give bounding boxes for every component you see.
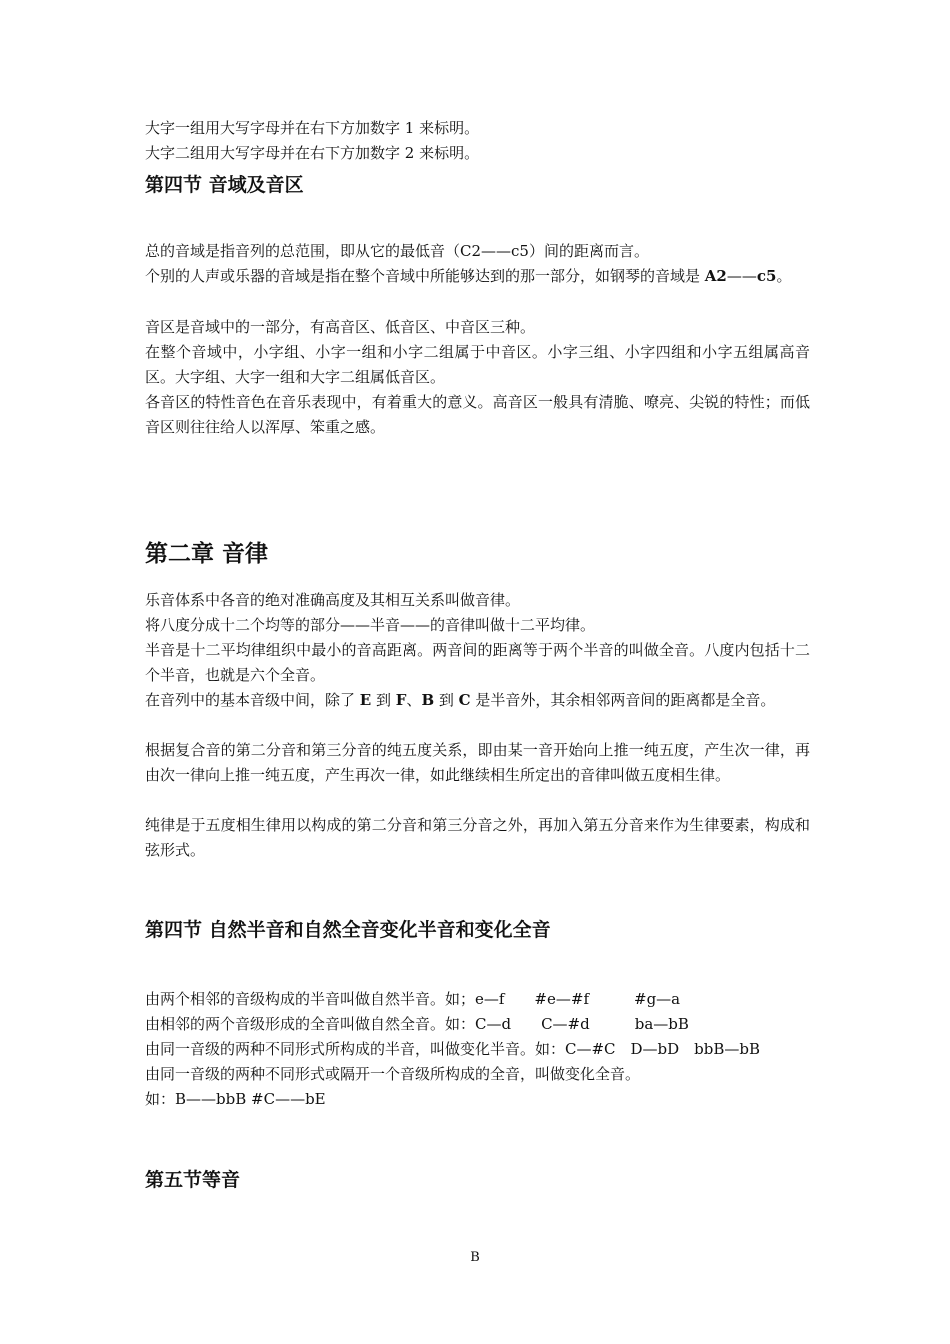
paragraph: 由同一音级的两种不同形式所构成的半音，叫做变化半音。如：C—#C D—bD bbB—bB <box>145 1040 761 1058</box>
paragraph: 将八度分成十二个均等的部分——半音——的音律叫做十二平均律。 <box>145 616 596 634</box>
page-number: B <box>470 1250 480 1265</box>
section-heading: 第四节 音域及音区 <box>145 174 304 196</box>
paragraph: 音区是音域中的一部分，有高音区、低音区、中音区三种。 <box>145 318 536 336</box>
paragraph <box>145 264 810 289</box>
text-run-bold: B <box>421 691 435 709</box>
paragraph: 由相邻的两个音级形成的全音叫做自然全音。如：C—d C—#d ba—bB <box>145 1015 689 1033</box>
text-run: 到 <box>371 691 396 709</box>
section-heading: 第五节等音 <box>145 1169 241 1191</box>
paragraph: 根据复合音的第二分音和第三分音的纯五度关系，即由某一音开始向上推一纯五度，产生次一律，再由次一律向上推一纯五度，产生再次一律，如此继续相生所定出的音律叫做五度相生律。 <box>145 741 810 784</box>
text-run: 、 <box>406 691 422 709</box>
paragraph: 总的音域是指音列的总范围，即从它的最低音（C2——c5）间的距离而言。 <box>145 242 649 260</box>
paragraph: 由同一音级的两种不同形式或隔开一个音级所构成的全音，叫做变化全音。 <box>145 1065 641 1083</box>
paragraph: 乐音体系中各音的绝对准确高度及其相互关系叫做音律。 <box>145 591 521 609</box>
text-run: 个别的人声或乐器的音域是指在整个音域中所能够达到的那一部分，如钢琴的音域是 <box>145 267 705 285</box>
paragraph: 纯律是于五度相生律用以构成的第二分音和第三分音之外，再加入第五分音来作为生律要素，构成和弦形式。 <box>145 816 810 859</box>
text-run-bold: C <box>458 691 471 709</box>
paragraph: 大字二组用大写字母并在右下方加数字 2 来标明。 <box>145 144 480 162</box>
text-run: —— <box>726 267 757 285</box>
text-run-bold: E <box>359 691 372 709</box>
text-run: 是半音外，其余相邻两音间的距离都是全音。 <box>470 691 776 709</box>
paragraph: 各音区的特性音色在音乐表现中，有着重大的意义。高音区一般具有清脆、嘹亮、尖锐的特性；而低音区则往往给人以浑厚、笨重之感。 <box>145 393 810 436</box>
text-run-bold: F <box>395 691 407 709</box>
paragraph: 由两个相邻的音级构成的半音叫做自然半音。如；e—f #e—#f #g—a <box>145 990 681 1008</box>
chapter-heading: 第二章 音律 <box>145 541 269 567</box>
section-heading: 第四节 自然半音和自然全音变化半音和变化全音 <box>145 919 551 941</box>
text-run: 在音列中的基本音级中间，除了 <box>145 691 360 709</box>
paragraph: 大字一组用大写字母并在右下方加数字 1 来标明。 <box>145 119 480 137</box>
text-run: 。 <box>776 267 792 285</box>
text-run: 到 <box>434 691 459 709</box>
paragraph: 如：B——bbB #C——bE <box>145 1090 326 1108</box>
text-run-bold: c5 <box>756 267 777 285</box>
paragraph: 半音是十二平均律组织中最小的音高距离。两音间的距离等于两个半音的叫做全音。八度内包括十二个半音，也就是六个全音。 <box>145 641 810 684</box>
text-run-bold: A2 <box>704 267 727 285</box>
paragraph <box>145 688 810 713</box>
paragraph: 在整个音域中，小字组、小字一组和小字二组属于中音区。小字三组、小字四组和小字五组属高音区。大字组、大字一组和大字二组属低音区。 <box>145 343 810 386</box>
